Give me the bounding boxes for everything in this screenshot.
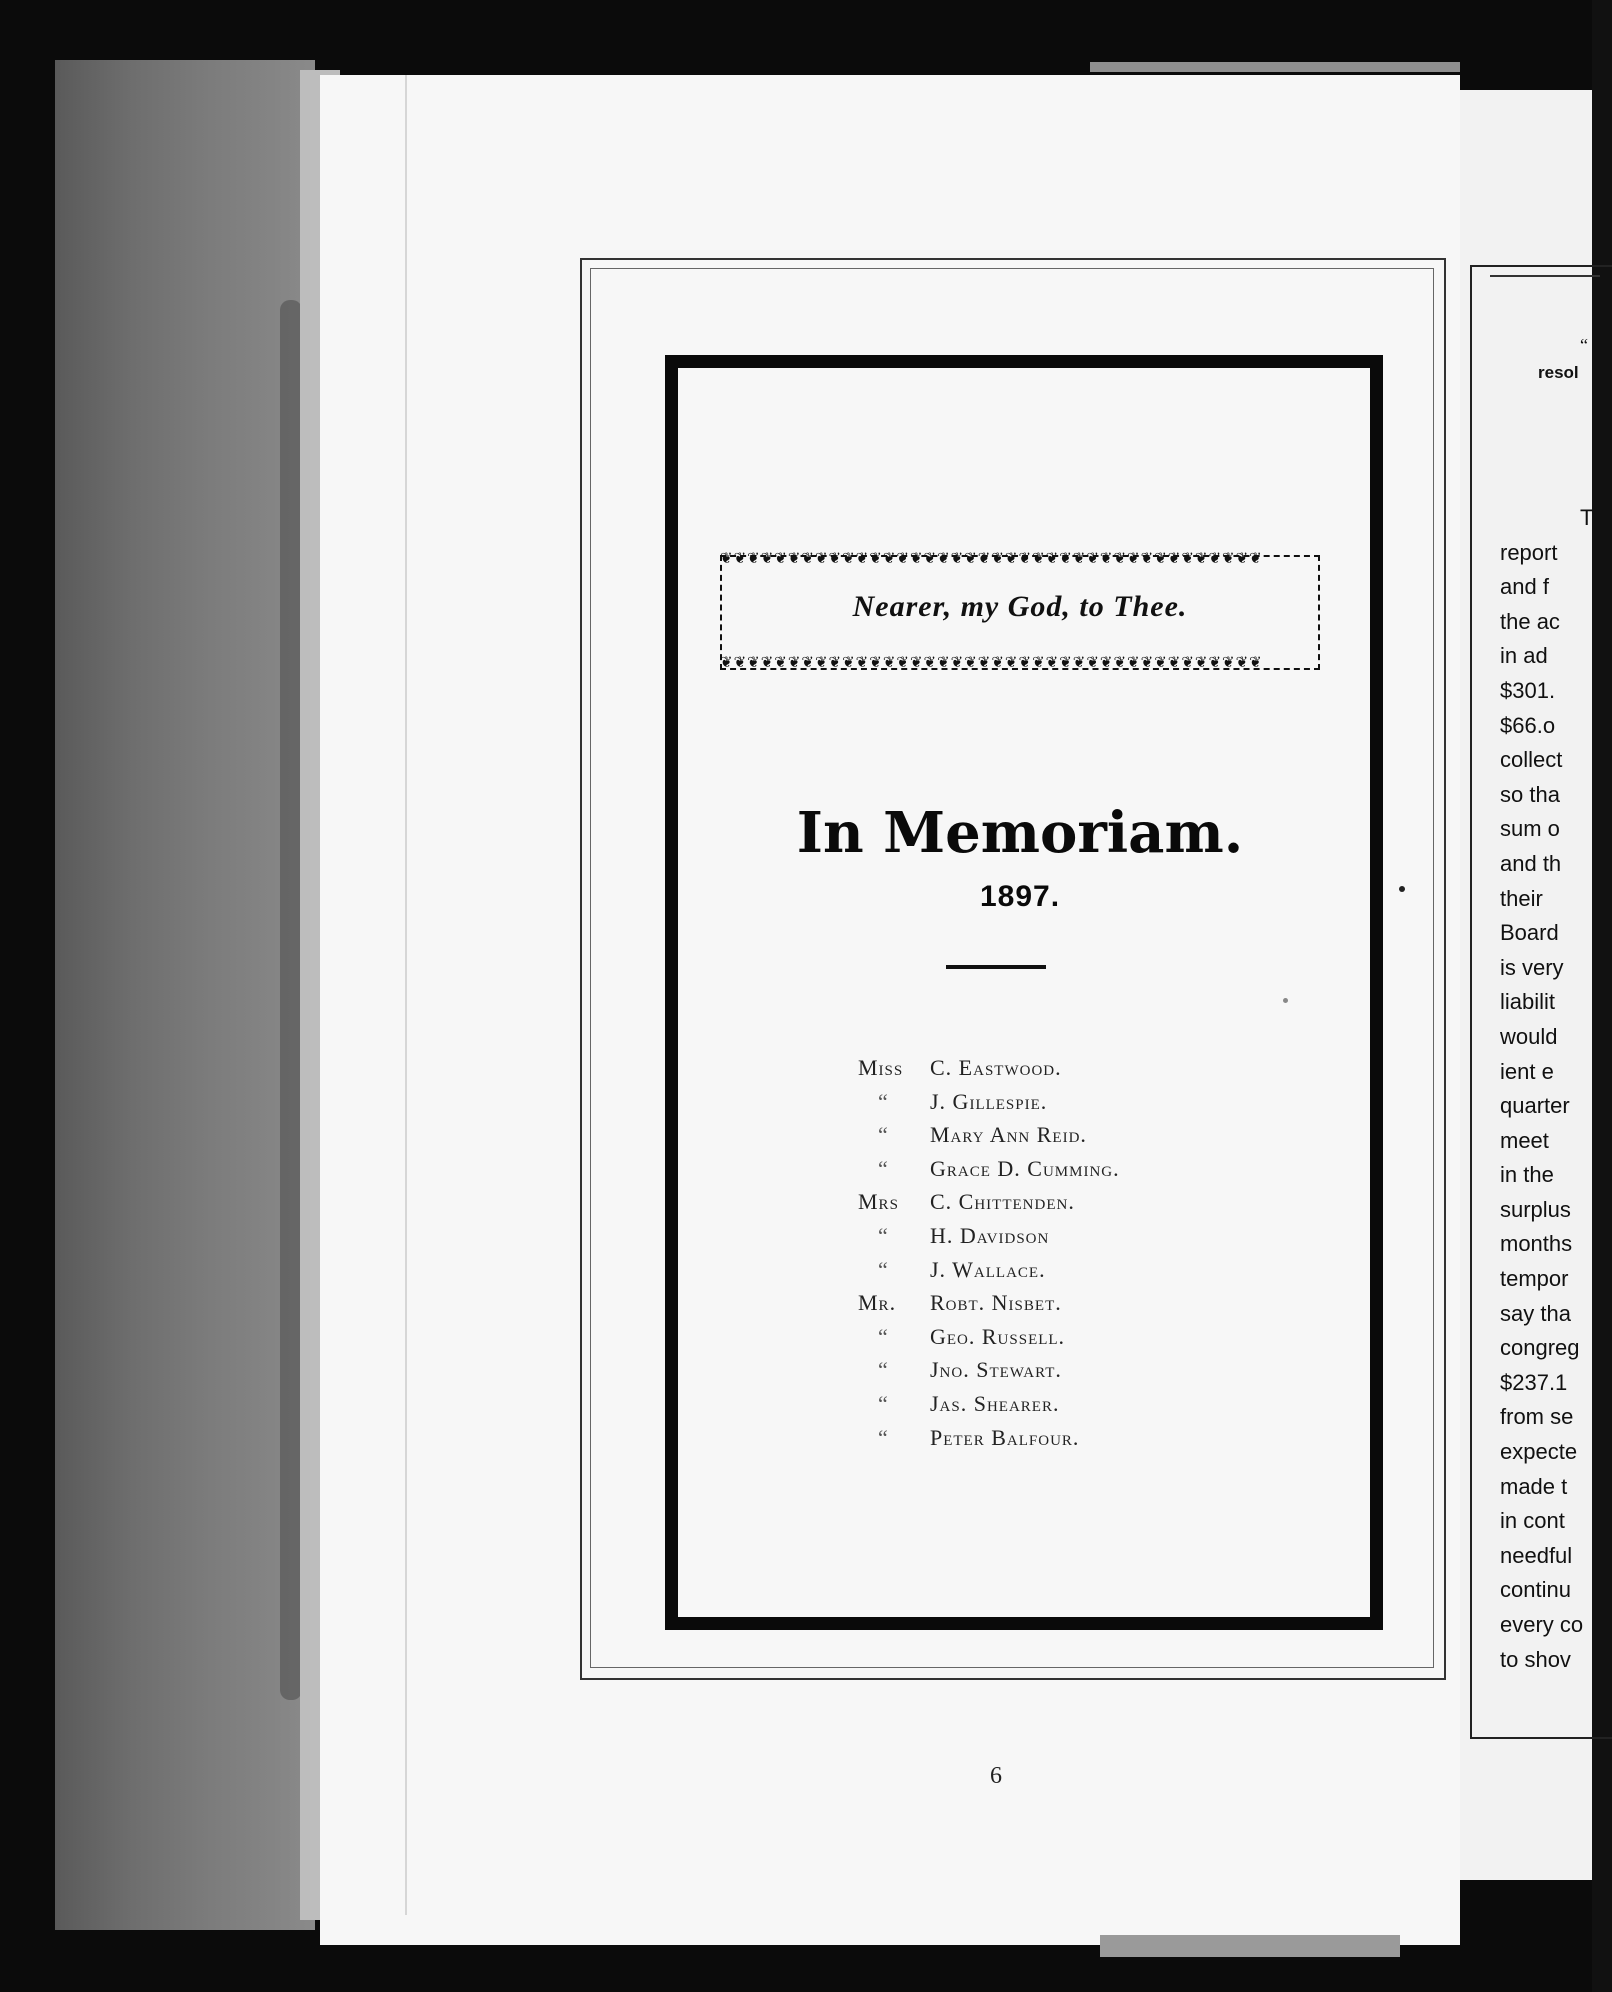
adjacent-page-line: congreg bbox=[1500, 1335, 1580, 1361]
person-name: J. Wallace. bbox=[930, 1256, 1046, 1282]
name-title: Mrs bbox=[858, 1189, 899, 1215]
ditto-mark: “ bbox=[878, 1088, 889, 1114]
person-name: C. Eastwood. bbox=[930, 1055, 1062, 1080]
book-binding bbox=[55, 60, 315, 1930]
person-name: H. Davidson bbox=[930, 1222, 1050, 1248]
adjacent-page-line: say tha bbox=[1500, 1300, 1571, 1326]
adjacent-page-line: sum o bbox=[1500, 816, 1560, 842]
adjacent-page-line: and f bbox=[1500, 574, 1549, 600]
adjacent-page-heading-fragment: resol bbox=[1538, 363, 1579, 382]
ink-speck bbox=[1283, 998, 1288, 1003]
adjacent-page-line: needful bbox=[1500, 1542, 1573, 1568]
adjacent-page-line: made t bbox=[1500, 1473, 1568, 1499]
binding-crease bbox=[280, 300, 302, 1700]
adjacent-page-line: in cont bbox=[1500, 1508, 1565, 1534]
adjacent-page-line: quarter bbox=[1500, 1093, 1570, 1119]
adjacent-page-line: every co bbox=[1500, 1612, 1584, 1637]
adjacent-page-line: and th bbox=[1500, 850, 1562, 876]
ditto-mark: “ bbox=[878, 1122, 889, 1148]
adjacent-page-line: liabilit bbox=[1500, 989, 1556, 1015]
ditto-mark: “ bbox=[878, 1222, 889, 1248]
ditto-mark: “ bbox=[878, 1155, 889, 1181]
person-name: Mary Ann Reid. bbox=[930, 1122, 1087, 1148]
adjacent-page-quote-mark: “ bbox=[1580, 335, 1588, 355]
adjacent-page-line: surplus bbox=[1500, 1196, 1571, 1222]
person-name: Grace D. Cumming. bbox=[930, 1155, 1120, 1181]
ditto-mark: “ bbox=[878, 1424, 889, 1450]
adjacent-page-line: ient e bbox=[1500, 1058, 1554, 1084]
person-name: Jas. Shearer. bbox=[930, 1390, 1060, 1416]
scan-bottom-strip bbox=[1100, 1935, 1400, 1957]
hymn-title: Nearer, my God, to Thee. bbox=[852, 590, 1188, 623]
leaf-ornament-top: ❦❦❦❦❦❦❦❦❦❦❦❦❦❦❦❦❦❦❦❦❦❦❦❦❦❦❦❦❦❦❦❦❦❦❦❦❦❦❦❦ bbox=[720, 551, 1263, 567]
adjacent-page-line: tempor bbox=[1500, 1266, 1569, 1292]
adjacent-page-line: months bbox=[1500, 1231, 1573, 1257]
person-name: J. Gillespie. bbox=[930, 1088, 1048, 1114]
adjacent-page-line: would bbox=[1500, 1023, 1558, 1049]
adjacent-page-line: so tha bbox=[1500, 781, 1560, 807]
adjacent-page-line: in the bbox=[1500, 1162, 1554, 1188]
adjacent-page-line: meet bbox=[1500, 1127, 1549, 1153]
adjacent-page-line: in ad bbox=[1500, 643, 1548, 669]
ditto-mark: “ bbox=[878, 1357, 889, 1383]
adjacent-page-line: is very bbox=[1500, 954, 1564, 980]
adjacent-page-line: expecte bbox=[1500, 1439, 1578, 1465]
page-number: 6 bbox=[990, 1763, 1002, 1789]
person-name: Robt. Nisbet. bbox=[930, 1290, 1062, 1316]
scan-top-strip bbox=[1090, 62, 1460, 72]
name-title: Miss bbox=[858, 1055, 904, 1080]
adjacent-page-rule bbox=[1490, 275, 1600, 277]
adjacent-page-line: continu bbox=[1500, 1577, 1571, 1603]
adjacent-page-line: Board bbox=[1500, 920, 1559, 946]
adjacent-page-line: from se bbox=[1500, 1404, 1574, 1430]
ditto-mark: “ bbox=[878, 1390, 889, 1416]
adjacent-page-line: $237.1 bbox=[1500, 1369, 1568, 1395]
title-rule bbox=[946, 965, 1046, 969]
adjacent-page-line: $301. bbox=[1500, 677, 1556, 703]
adjacent-page-line: $66.o bbox=[1500, 712, 1556, 738]
person-name: Peter Balfour. bbox=[930, 1424, 1080, 1450]
adjacent-page-line: their bbox=[1500, 885, 1543, 911]
adjacent-page-text bbox=[1500, 505, 1600, 1681]
leaf-ornament-bottom: ❦❦❦❦❦❦❦❦❦❦❦❦❦❦❦❦❦❦❦❦❦❦❦❦❦❦❦❦❦❦❦❦❦❦❦❦❦❦❦❦ bbox=[720, 655, 1263, 671]
ditto-mark: “ bbox=[878, 1323, 889, 1349]
ditto-mark: “ bbox=[878, 1256, 889, 1282]
adjacent-page-line: to shov bbox=[1500, 1646, 1571, 1672]
person-name: Geo. Russell. bbox=[930, 1323, 1066, 1349]
person-name: C. Chittenden. bbox=[930, 1189, 1075, 1215]
ink-speck bbox=[1399, 886, 1405, 892]
name-title: Mr. bbox=[858, 1290, 897, 1316]
memoriam-year: 1897. bbox=[979, 880, 1061, 913]
person-name: Jno. Stewart. bbox=[930, 1357, 1062, 1383]
adjacent-page-line: the ac bbox=[1500, 608, 1560, 634]
adjacent-page-line: report bbox=[1500, 539, 1558, 565]
adjacent-page-line: T bbox=[1580, 505, 1594, 530]
memoriam-title: In Memoriam. bbox=[796, 800, 1244, 866]
page-fold-line bbox=[405, 75, 407, 1915]
adjacent-page-line: collect bbox=[1500, 747, 1563, 773]
